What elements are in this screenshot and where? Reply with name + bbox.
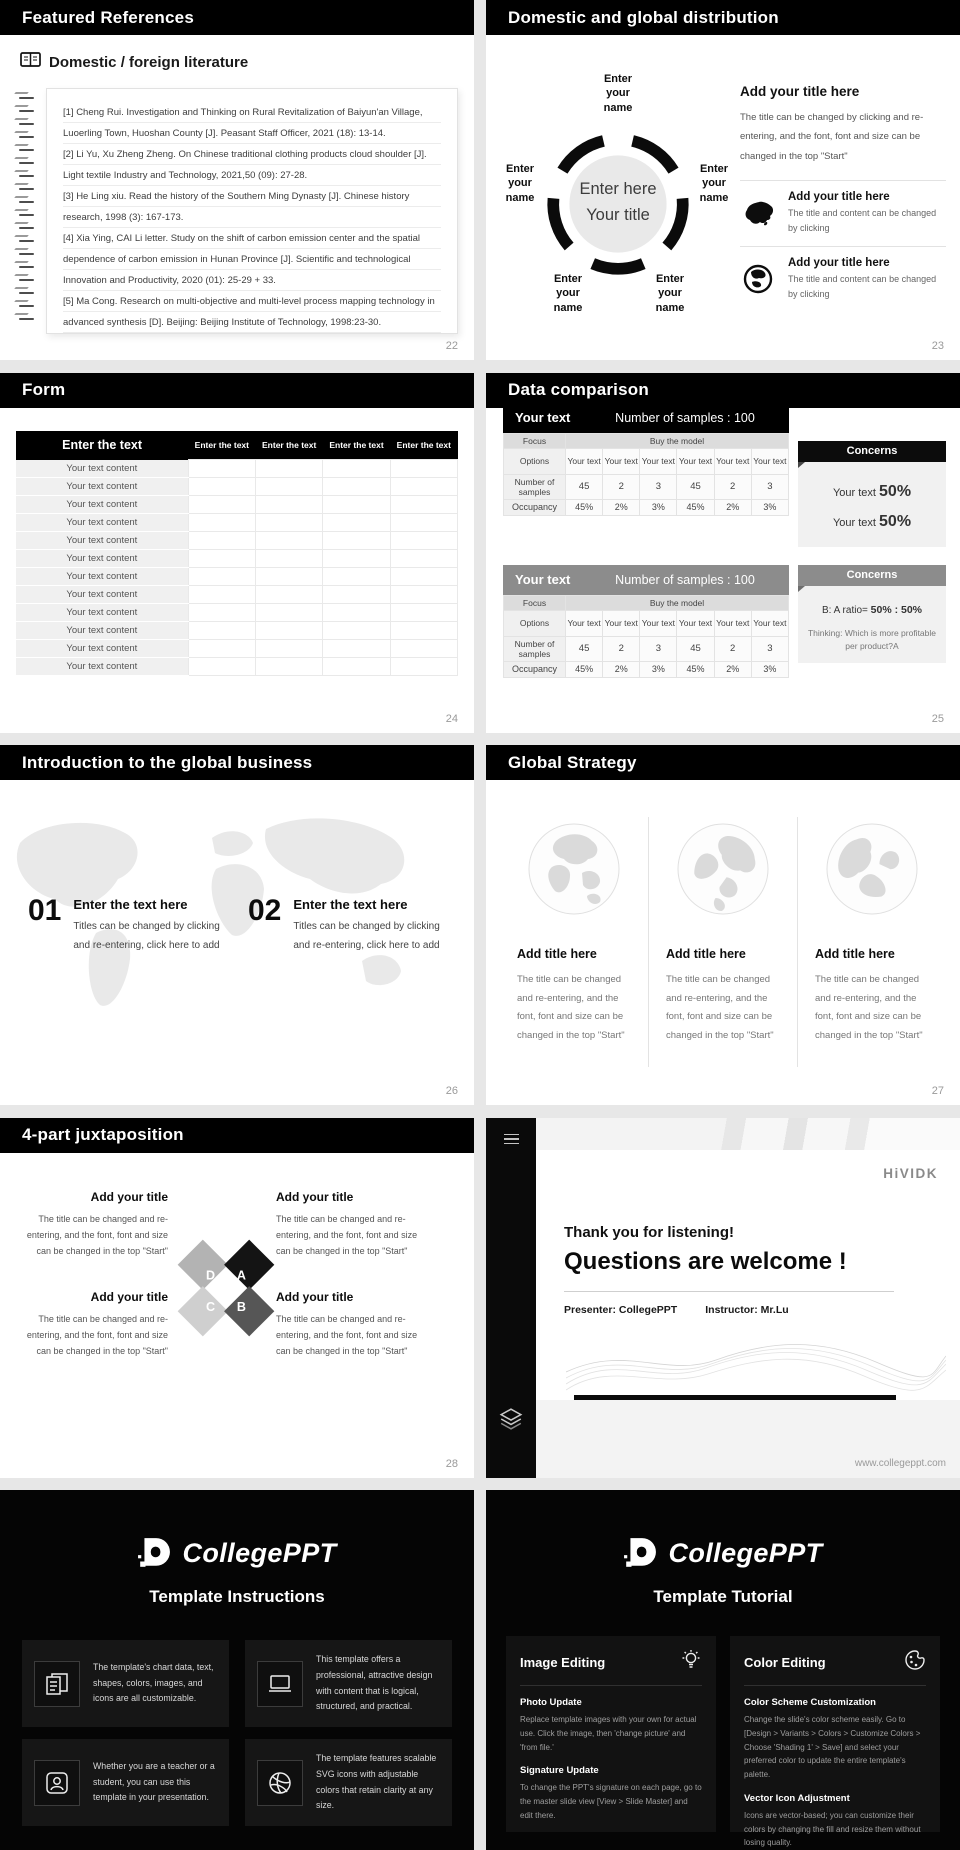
slide-28-four-part-juxtaposition (0, 1118, 474, 1478)
table-cell (390, 460, 457, 478)
table-header-cell: Enter the text (188, 431, 255, 460)
table-row (16, 514, 458, 532)
item-number: 02 (248, 894, 282, 927)
block-text: The title can be changed and re-entering, and the font, font and size can be changed in the top "Start" (26, 1313, 168, 1356)
page-number: 28 (445, 1457, 458, 1470)
list-item (740, 180, 946, 246)
globe-illustration-icon (824, 821, 920, 917)
slide-template-tutorial (486, 1490, 960, 1850)
strategy-column (648, 817, 797, 1067)
reference-item: [5] Ma Cong. Research on multi-objective and multi-level process mapping technology in advanced synthesis [D]. Beijing: Beijing Institute of Technology, 1998:23-30. (63, 296, 435, 328)
comparison-table-2 (503, 565, 789, 678)
page-number: 27 (931, 1085, 944, 1097)
slide-title-bar (486, 0, 960, 35)
item-text: The title and content can be changed by clicking (788, 208, 937, 234)
section-heading (20, 52, 248, 72)
form-table (16, 431, 458, 677)
concerns-title: Concerns (798, 441, 946, 462)
table-cell (188, 622, 255, 640)
dark-slide-title: Template Instructions (149, 1587, 325, 1606)
instruction-card (245, 1739, 452, 1826)
table-cell (390, 640, 457, 658)
table-cell (323, 622, 390, 640)
documents-icon (34, 1661, 80, 1707)
samples-note: Number of samples : 100 (615, 410, 755, 425)
row-label: Your text content (16, 496, 188, 514)
tutorial-section (744, 1793, 926, 1850)
globe-icon (740, 264, 776, 294)
section-text: To change the PPT's signature on each page, go to the master slide view [View > Slide Master] and edit there. (520, 1783, 702, 1820)
row-label: Your text content (16, 514, 188, 532)
table-header-cell: Enter the text (16, 431, 188, 460)
table-row (16, 532, 458, 550)
fan-decoration (580, 1118, 960, 1154)
item-text: Titles can be changed by clicking and re-entering, click here to add (293, 921, 440, 951)
card-text: The template's chart data, text, shapes, colors, images, and icons are all customizable. (93, 1661, 214, 1704)
concern-note: Thinking: Which is more profitable per product?A (807, 628, 937, 652)
slide-title-bar (0, 0, 474, 35)
block-text: The title can be changed and re-entering, and the font, font and size can be changed in the top "Start" (26, 1213, 168, 1256)
table-row (16, 550, 458, 568)
tutorial-section (520, 1697, 702, 1754)
panel-paragraph: The title can be changed by clicking and re-entering, and the font, font and size can be changed in the top "Start" (740, 112, 924, 162)
reference-item: [1] Cheng Rui. Investigation and Thinking on Rural Revitalization of Baiyun'an Village, Luoerling Town, Huoshan County [J]. Peasant Staff Officer, 2021 (18): 13-14. (63, 107, 423, 139)
slide-24-form (0, 373, 474, 733)
table-cell (390, 622, 457, 640)
table-row (16, 460, 458, 478)
left-sidebar (486, 1118, 536, 1478)
collegeppt-logo-icon (623, 1536, 657, 1570)
concerns-title: Concerns (798, 565, 946, 586)
table-cell (256, 640, 323, 658)
table-row: Number of samples 45 2 3 45 2 3 (504, 474, 789, 499)
table-cell (188, 604, 255, 622)
row-label: Your text content (16, 568, 188, 586)
block-text: The title can be changed and re-entering, and the font, font and size can be changed in the top "Start" (276, 1313, 418, 1356)
row-label: Your text content (16, 586, 188, 604)
block-heading: Add your title (90, 1289, 168, 1304)
row-label: Your text content (16, 532, 188, 550)
block-heading: Add your title (276, 1189, 354, 1204)
collegeppt-logo (0, 1490, 474, 1570)
slide-title-bar (486, 745, 960, 780)
table-row: Occupancy 45% 2% 3% 45% 2% 3% (504, 661, 789, 677)
item-text: Titles can be changed by clicking and re-entering, click here to add (73, 921, 220, 951)
globe-illustration-icon (675, 821, 771, 917)
table-cell (256, 568, 323, 586)
table-cell (188, 460, 255, 478)
samples-note: Number of samples : 100 (615, 572, 755, 587)
table-header-row (16, 431, 458, 460)
table-cell (390, 550, 457, 568)
strategy-column (500, 817, 648, 1067)
slide-23-domestic-global-distribution (486, 0, 960, 360)
section-heading: Vector Icon Adjustment (744, 1792, 850, 1804)
table-cell (256, 586, 323, 604)
slide-title: Domestic and global distribution (508, 7, 779, 27)
wave-mesh-graphic (566, 1334, 946, 1392)
slide-26-global-business-intro (0, 745, 474, 1105)
table-name: Your text (515, 410, 571, 425)
table-header-cell: Enter the text (256, 431, 323, 460)
quadrant-block (276, 1290, 434, 1360)
slide-27-global-strategy (486, 745, 960, 1105)
instruction-card (22, 1640, 229, 1727)
slide-25-data-comparison (486, 373, 960, 733)
table-row (16, 586, 458, 604)
circular-diagram (498, 72, 738, 324)
page-number: 25 (931, 712, 944, 725)
wheel-node-label: Enter your name (655, 273, 685, 314)
section-heading: Color Scheme Customization (744, 1697, 876, 1708)
table-row (16, 568, 458, 586)
section-heading: Photo Update (520, 1697, 582, 1708)
table-row (16, 640, 458, 658)
quadrant-block (10, 1290, 168, 1360)
row-label: Your text content (16, 658, 188, 676)
table-cell (188, 568, 255, 586)
tutorial-panel-color-editing (730, 1636, 940, 1848)
table-cell (256, 514, 323, 532)
block-heading: Add your title (276, 1289, 354, 1304)
table-cell (188, 496, 255, 514)
item-number: 01 (28, 894, 62, 927)
slide-template-instructions (0, 1490, 474, 1850)
item-text: The title and content can be changed by clicking (788, 274, 937, 299)
table-cell (323, 478, 390, 496)
table-title-bar (503, 403, 789, 433)
section-text: Icons are vector-based; you can customize their colors by changing the fill and resize them without losing quality. (744, 1810, 921, 1848)
column-text: The title can be changed and re-entering, and the font, font and size can be changed in the top "Start" (517, 974, 625, 1041)
panel-heading: Add your title here (740, 84, 860, 99)
table-cell (323, 658, 390, 676)
table-cell (390, 478, 457, 496)
item-heading: Add your title here (788, 257, 890, 270)
block-heading: Add your title (90, 1189, 168, 1204)
references-list (63, 102, 441, 333)
table-cell (390, 532, 457, 550)
wheel-center-label: Enter here Your title (579, 180, 657, 224)
table-cell (390, 658, 457, 676)
table-cell (323, 604, 390, 622)
concern-line: Your text 50% (832, 482, 912, 500)
slide-title: Data comparison (508, 380, 649, 399)
palette-icon (904, 1649, 926, 1676)
logo-text: CollegePPT (182, 1537, 337, 1568)
list-item (740, 246, 946, 312)
concern-line: Your text 50% (832, 512, 912, 530)
slide-22-featured-references (0, 0, 474, 360)
column-text: The title can be changed and re-entering, and the font, font and size can be changed in the top "Start" (815, 974, 923, 1041)
dark-slide-title: Template Tutorial (653, 1587, 793, 1606)
quadrant-block (10, 1190, 168, 1260)
collegeppt-logo-icon (137, 1536, 171, 1570)
table-cell (323, 532, 390, 550)
content-panel (536, 1150, 960, 1400)
numbered-item (28, 894, 224, 955)
section-text: Change the slide's color scheme easily. Go to [Design > Variants > Colors > Customize Colors > Choose 'Shading 1' > Save] and select your preferred color to update the entire template's palette. (744, 1715, 921, 1779)
table-cell (323, 496, 390, 514)
page-number: 26 (445, 1085, 458, 1097)
divider (564, 1291, 894, 1292)
section-heading: Signature Update (520, 1765, 599, 1777)
table-row (16, 604, 458, 622)
concerns-callout-1 (798, 441, 946, 548)
table-cell (390, 496, 457, 514)
letter-d: D (206, 1267, 216, 1282)
table-title-bar (503, 565, 789, 595)
section-text: Replace template images with your own for actual use. Click the image, then 'change picture' and 'from file.' (520, 1715, 697, 1752)
table-cell (188, 640, 255, 658)
person-card-icon (34, 1760, 80, 1806)
menu-icon (504, 1134, 519, 1145)
website-url: www.collegeppt.com (854, 1457, 946, 1469)
slide-title: Global Strategy (508, 752, 637, 772)
row-label: Your text content (16, 460, 188, 478)
row-label: Your text content (16, 622, 188, 640)
table-cell (323, 640, 390, 658)
reference-item: [4] Xia Ying, CAI Li letter. Study on the shift of carbon emission center and the spatial dependence of carbon emission in Hunan Province [J]. Scientific and technological Innovation and Productivity, 2020 (01): 25-29 + 33. (63, 233, 420, 286)
china-map-icon (740, 200, 776, 227)
slide-title: Introduction to the global business (22, 752, 313, 772)
column-text: The title can be changed and re-entering, and the font, font and size can be changed in the top "Start" (666, 974, 774, 1041)
table-cell (256, 460, 323, 478)
table-cell (323, 514, 390, 532)
quadrant-block (276, 1190, 434, 1260)
table-cell (188, 586, 255, 604)
tutorial-panel-image-editing (506, 1636, 716, 1832)
table-name: Your text (515, 572, 571, 587)
block-text: The title can be changed and re-entering, and the font, font and size can be changed in the top "Start" (276, 1213, 418, 1256)
slide-title-bar (0, 745, 474, 780)
page-number: 22 (445, 340, 458, 352)
column-heading: Add title here (517, 947, 597, 961)
lightbulb-icon (680, 1649, 702, 1676)
table-cell (188, 532, 255, 550)
row-label: Your text content (16, 640, 188, 658)
slide-title: 4-part juxtaposition (22, 1125, 184, 1144)
slide-29-thank-you (486, 1118, 960, 1478)
letter-c: C (206, 1299, 216, 1314)
row-label: Your text content (16, 604, 188, 622)
table-row: Occupancy 45% 2% 3% 45% 2% 3% (504, 499, 789, 515)
table-row: Focus Buy the model (504, 433, 789, 448)
spiral-binding-decoration (15, 92, 35, 320)
table-cell (256, 604, 323, 622)
instruction-card (245, 1640, 452, 1727)
concerns-callout-2 (798, 565, 946, 663)
comparison-table-1 (503, 403, 789, 516)
open-book-icon (20, 52, 41, 72)
table-cell (256, 496, 323, 514)
table-row (16, 658, 458, 676)
table-row (16, 478, 458, 496)
strategy-column (797, 817, 946, 1067)
section-title: Domestic / foreign literature (49, 53, 249, 71)
slide-title: Form (22, 380, 66, 399)
instruction-card (22, 1739, 229, 1826)
page-number: 23 (931, 340, 944, 352)
brand-logo: HiVIDK (883, 1165, 938, 1181)
thanks-line: Thank you for listening! (564, 1223, 735, 1241)
table-cell (390, 604, 457, 622)
table-header-cell: Enter the text (323, 431, 390, 460)
card-text: The template features scalable SVG icons with adjustable colors that retain clarity at any size. (316, 1752, 437, 1811)
column-heading: Add title here (815, 947, 895, 961)
letter-b: B (236, 1299, 246, 1314)
tutorial-section (520, 1765, 702, 1822)
item-heading: Enter the text here (293, 897, 408, 912)
right-text-panel (740, 84, 946, 312)
wheel-node-label: Enter your name (699, 163, 729, 204)
table-cell (256, 622, 323, 640)
tutorial-section (744, 1697, 926, 1782)
table-cell (390, 586, 457, 604)
x-ribbon-graphic (168, 1230, 284, 1346)
table-cell (323, 460, 390, 478)
accent-bar (574, 1395, 896, 1400)
panel-heading: Color Editing (744, 1655, 826, 1670)
numbered-item (248, 894, 448, 955)
card-text: Whether you are a teacher or a student, you can use this template in your presentation. (93, 1760, 215, 1803)
table-row: Number of samples 45 2 3 45 2 3 (504, 636, 789, 661)
slide-title-bar (0, 1118, 474, 1153)
table-cell (323, 550, 390, 568)
table-row: Options Your text Your text Your text Your text Your text Your text (504, 448, 789, 474)
page-number: 24 (445, 712, 458, 725)
slide-title-bar (0, 373, 474, 408)
row-label: Your text content (16, 478, 188, 496)
table-cell (256, 532, 323, 550)
laptop-icon (257, 1661, 303, 1707)
table-cell (188, 658, 255, 676)
presenter-line: Presenter: CollegePPT Instructor: Mr.Lu (564, 1303, 789, 1316)
table-row: Options Your text Your text Your text Your text Your text Your text (504, 610, 789, 636)
table-row (16, 496, 458, 514)
card-text: This template offers a professional, attractive design with content that is logical, structured, and practical. (316, 1653, 433, 1712)
wheel-node-label: Enter your name (505, 163, 535, 204)
panel-heading: Image Editing (520, 1655, 606, 1670)
globe-illustration-icon (526, 821, 622, 917)
layers-logo-icon (499, 1407, 523, 1436)
column-heading: Add title here (666, 947, 746, 961)
letter-a: A (236, 1267, 246, 1282)
references-card (46, 88, 458, 334)
slide-title: Featured References (22, 7, 194, 27)
logo-text: CollegePPT (668, 1537, 823, 1568)
table-cell (188, 550, 255, 568)
table-header-cell: Enter the text (390, 431, 457, 460)
concern-line: B: A ratio= 50% : 50% (821, 603, 923, 616)
reference-item: [2] Li Yu, Xu Zheng Zheng. On Chinese traditional clothing products cloud shoulder [J]. Light textile Industry and Technology, 2021,50 (09): 27-28. (63, 149, 427, 181)
table-row (16, 622, 458, 640)
table-cell (256, 658, 323, 676)
table-cell (256, 550, 323, 568)
table-cell (188, 514, 255, 532)
table-cell (390, 568, 457, 586)
item-heading: Add your title here (788, 191, 890, 204)
table-cell (390, 514, 457, 532)
row-label: Your text content (16, 550, 188, 568)
collegeppt-logo (486, 1490, 960, 1570)
item-heading: Enter the text here (73, 897, 188, 912)
wheel-node-label: Enter your name (553, 273, 583, 314)
wheel-node-label: Enter your name (603, 73, 633, 114)
table-cell (188, 478, 255, 496)
table-cell (323, 568, 390, 586)
vector-ball-icon (257, 1760, 303, 1806)
table-cell (323, 586, 390, 604)
reference-item: [3] He Ling xiu. Read the history of the Southern Ming Dynasty [J]. Chinese history research, 1998 (3): 167-173. (63, 191, 410, 223)
questions-line: Questions are welcome ! (564, 1247, 847, 1275)
table-cell (256, 478, 323, 496)
table-row: Focus Buy the model (504, 595, 789, 610)
